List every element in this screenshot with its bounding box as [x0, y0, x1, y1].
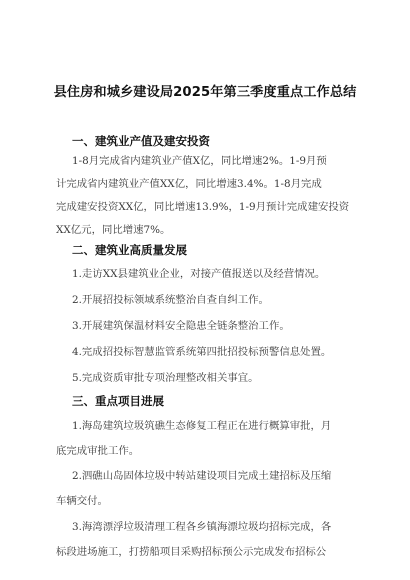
list-item-continuation: 车辆交付。: [56, 495, 108, 507]
list-item: 5.完成资质审批专项治理整改相关事宜。: [72, 372, 259, 384]
list-item: 1.海岛建筑垃圾筑礁生态修复工程正在进行概算审批，月: [72, 420, 332, 432]
paragraph-line: 1-8月完成省内建筑业产值X亿，同比增速2%。1-9月预: [72, 155, 327, 167]
document-title: 县住房和城乡建设局2025年第三季度重点工作总结: [53, 85, 357, 100]
section-heading: 二、建筑业高质量发展: [72, 243, 187, 257]
list-item-continuation: 底完成审批工作。: [56, 445, 140, 457]
list-item: 2.开展招投标领域系统整治自查自纠工作。: [72, 294, 269, 306]
paragraph-line: 完成建安投资XX亿，同比增速13.9%，1-9月预计完成建安投资: [56, 201, 350, 213]
paragraph-line: 计完成省内建筑业产值XX亿，同比增速3.4%。1-8月完成: [56, 178, 322, 190]
section-heading: 三、重点项目进展: [72, 394, 164, 408]
list-item: 3.开展建筑保温材料安全隐患全链条整治工作。: [72, 320, 290, 332]
list-item: 4.完成招投标智慧监管系统第四批招投标预警信息处置。: [72, 346, 332, 358]
list-item: 3.海湾漂浮垃圾清理工程各乡镇海漂垃圾均招标完成，各: [72, 521, 332, 533]
list-item: 1.走访XX县建筑业企业，对接产值报送以及经营情况。: [72, 268, 326, 280]
paragraph-line: XX亿元，同比增速7%。: [56, 224, 171, 236]
section-heading: 一、建筑业产值及建安投资: [72, 134, 210, 148]
list-item-continuation: 标段进场施工，打捞船项目采购招标预公示完成发布招标公: [56, 546, 327, 558]
list-item: 2.泗礁山岛固体垃圾中转站建设项目完成土建招标及压缩: [72, 470, 332, 482]
